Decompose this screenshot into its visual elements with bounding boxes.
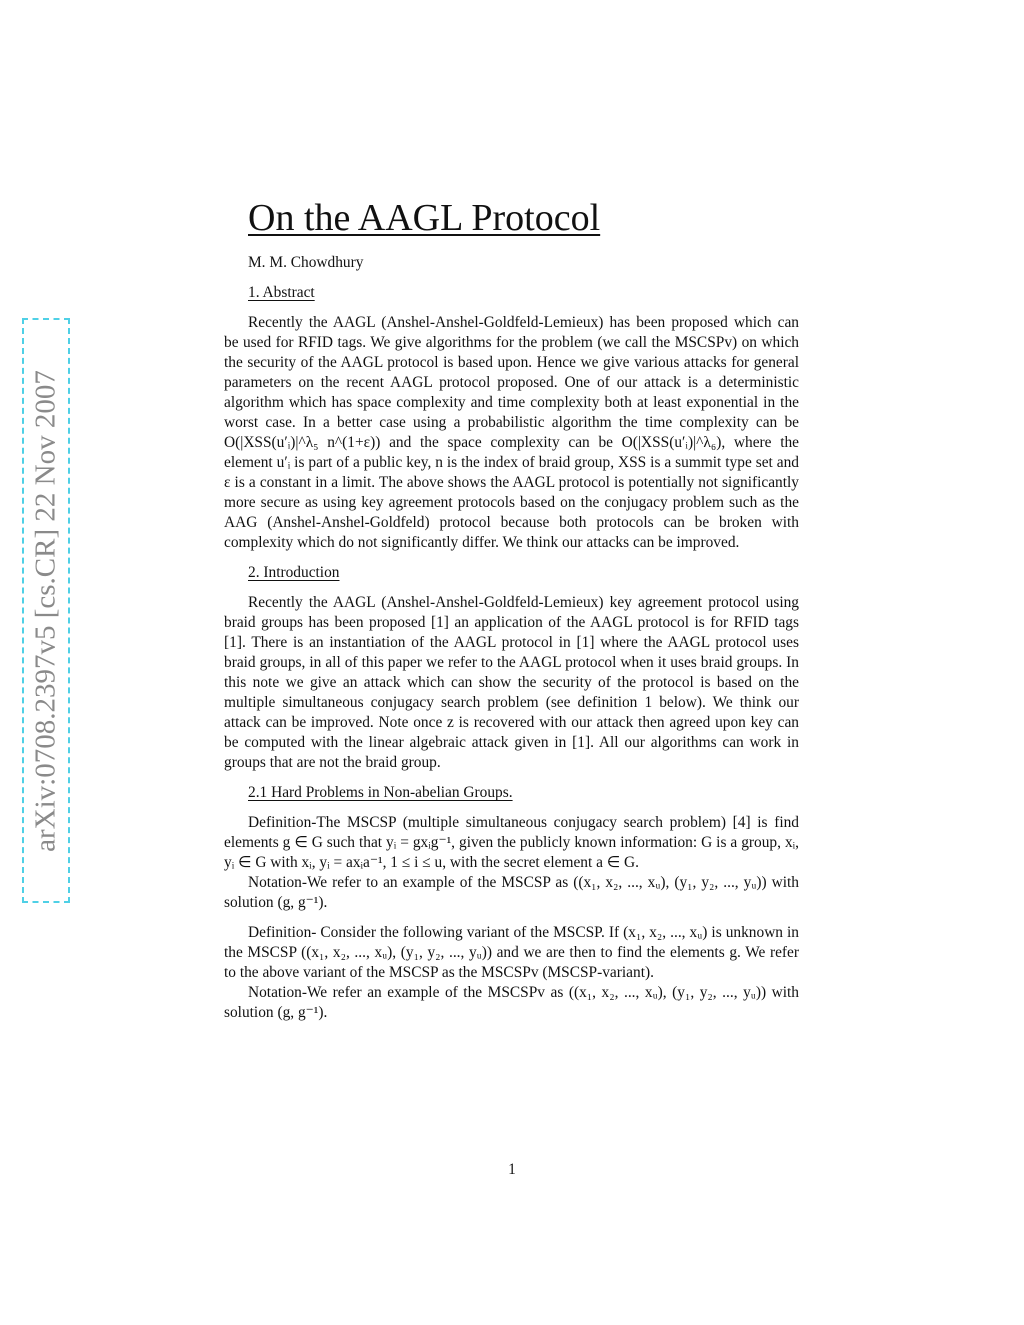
notation-mscsp: Notation-We refer to an example of the MSCSP as ((x₁, x₂, ..., xᵤ), (y₁, y₂, ..., yᵤ)) with solution (g, g⁻¹). [224,874,799,911]
subsection-heading: 2.1 Hard Problems in Non-abelian Groups. [248,784,513,801]
paper-body [224,195,799,1023]
arxiv-stamp-text: arXiv:0708.2397v5 [cs.CR] 22 Nov 2007 [29,369,62,852]
abstract-paragraph: Recently the AAGL (Anshel-Anshel-Goldfeld-Lemieux) has been proposed which can be used for RFID tags. We give algorithms for the problem (we call the MSCSPv) on which the security of the AAGL protocol is based upon. Hence we give various attacks for general parameters on the recent AAGL protocol proposed. One of our attack is a deterministic algorithm which has space complexity and time complexity both at least exponential in the worst case. In a better case using a probabilistic algorithm the time complexity can be O(|XSS(u′ᵢ)|^λ₅ n^(1+ε)) and the space complexity can be O(|XSS(u′ᵢ)|^λ₆), where the element u′ᵢ is part of a public key, n is the index of braid group, XSS is a summit type set and ε is a constant in a limit. The above shows the AAGL protocol is potentially not significantly more secure as using key agreement protocols based on the conjugacy problem such as the AAG (Anshel-Anshel-Goldfeld) protocol because both protocols can be broken with complexity which do not significantly differ. We think our attacks can be improved. [224,314,799,551]
page-number: 1 [508,1161,516,1178]
abstract-heading: 1. Abstract [248,284,315,301]
introduction-heading: 2. Introduction [248,564,340,581]
introduction-paragraph: Recently the AAGL (Anshel-Anshel-Goldfeld-Lemieux) key agreement protocol using braid groups has been proposed [1] an application of the AAGL protocol is for RFID tags [1]. There is an instantiation of the AAGL protocol in [1] where the AAGL protocol uses braid groups, in all of this paper we refer to the AAGL protocol when it uses braid groups. In this note we give an attack which can show the security of the protocol is based on the multiple simultaneous conjugacy search problem (see definition 1 below). We think our attack can be improved. Note once z is recovered with our attack then agreed upon key can be computed with the linear algebraic attack given in [1]. All our algorithms can work in groups that are not the braid group. [224,594,799,771]
paper-title: On the AAGL Protocol [248,197,601,239]
notation-mscspv: Notation-We refer an example of the MSCSPv as ((x₁, x₂, ..., xᵤ), (y₁, y₂, ..., yᵤ)) with solution (g, g⁻¹). [224,984,799,1021]
arxiv-stamp [22,318,70,903]
definition-mscspv: Definition- Consider the following variant of the MSCSP. If (x₁, x₂, ..., xᵤ) is unknown in the MSCSP ((x₁, x₂, ..., xᵤ), (y₁, y₂, ..., yᵤ)) and we are then to find the elements g. We refer to the above variant of the MSCSP as the MSCSPv (MSCSP-variant). [224,924,799,981]
author: M. M. Chowdhury [248,254,364,271]
definition-mscsp: Definition-The MSCSP (multiple simultaneous conjugacy search problem) [4] is find elements g ∈ G such that yᵢ = gxᵢg⁻¹, given the publicly known information: G is a group, xᵢ, yᵢ ∈ G with xᵢ, yᵢ = axᵢa⁻¹, 1 ≤ i ≤ u, with the secret element a ∈ G. [224,814,799,871]
